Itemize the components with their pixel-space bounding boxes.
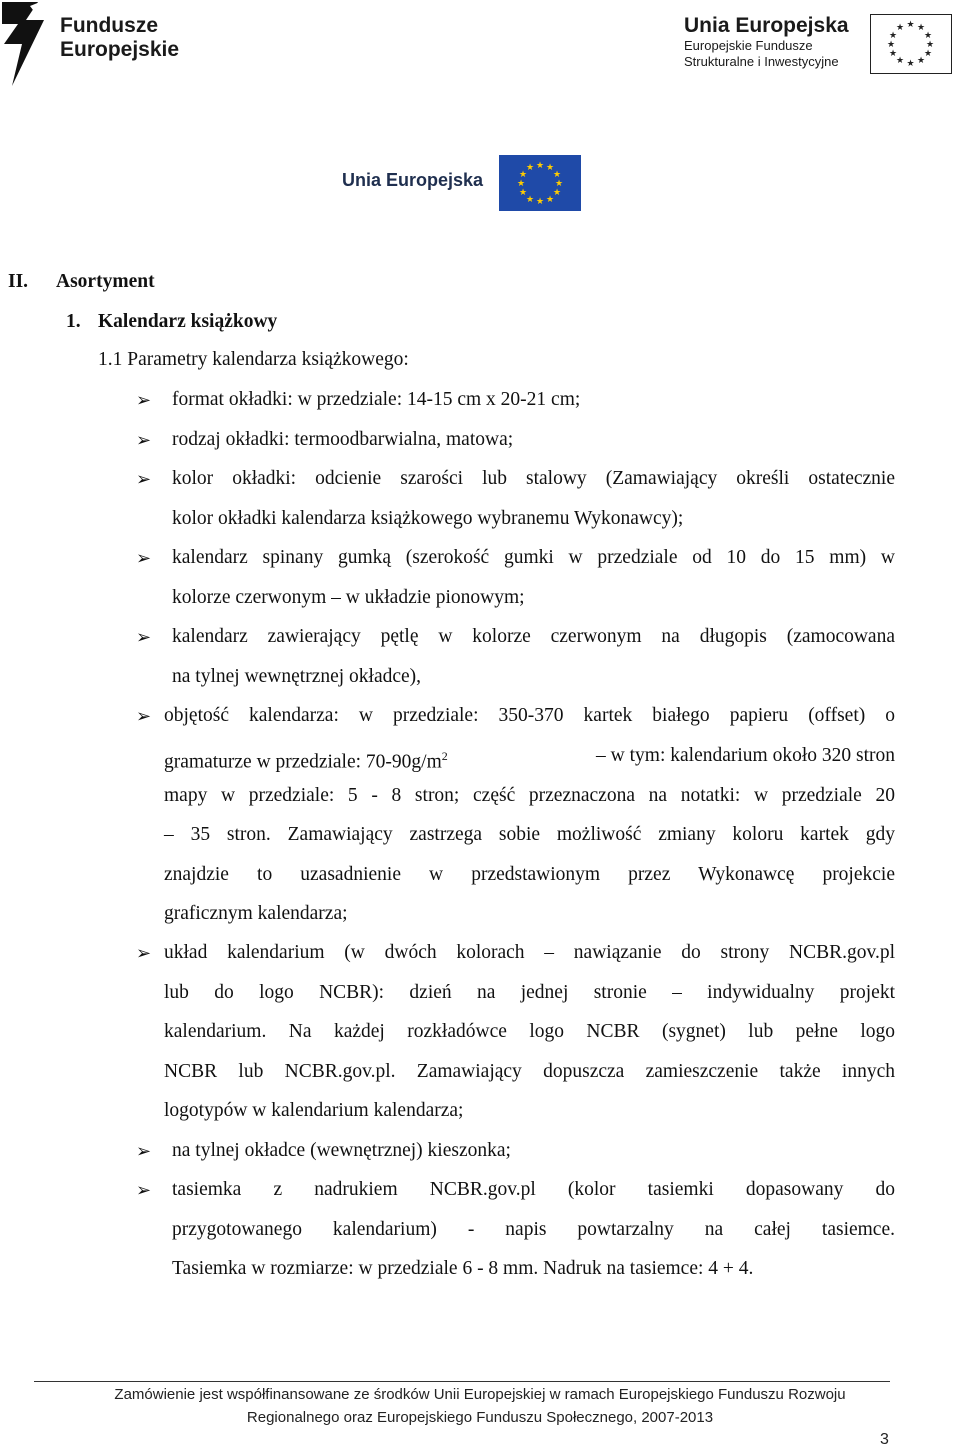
bullet-text: lub do logo NCBR): dzień na jednej stronie – indywidualny projekt	[164, 982, 895, 1003]
ue-structural-funds-logo	[684, 14, 852, 70]
footer-line2: Regionalnego oraz Europejskiego Funduszu Społecznego, 2007-2013	[246, 1409, 714, 1426]
bullet-text: rodzaj okładki: termoodbarwialna, matowa;	[172, 429, 514, 450]
svg-text:★: ★	[516, 178, 526, 188]
svg-text:★: ★	[518, 187, 528, 197]
svg-text:★: ★	[545, 162, 555, 172]
arrow-bullet-icon: ➢	[136, 627, 152, 647]
arrow-bullet-icon: ➢	[136, 548, 152, 568]
svg-text:★: ★	[906, 19, 915, 29]
svg-text:★: ★	[895, 55, 905, 65]
svg-text:★: ★	[888, 48, 898, 58]
svg-text:★: ★	[906, 58, 915, 68]
ue-logo-sub1: Europejskie Fundusze	[684, 38, 813, 53]
bullet-text: kolorze czerwonym – w układzie pionowym;	[172, 587, 525, 608]
arrow-bullet-icon: ➢	[136, 430, 152, 450]
ue-center-logo-text: Unia Europejska	[342, 170, 484, 190]
fe-star-icon	[0, 0, 58, 88]
svg-text:★: ★	[923, 30, 933, 40]
svg-text:★: ★	[535, 160, 545, 170]
bullet-text-part-b: – w tym: kalendarium około 320 stron	[596, 745, 895, 766]
bullet-text: objętość kalendarza: w przedziale: 350-370 kartek białego papieru (offset) o	[164, 705, 895, 726]
footer-line1: Zamówienie jest współfinansowane ze środków Unii Europejskiej w ramach Europejskiego Funduszu Rozwoju	[114, 1386, 846, 1403]
svg-text:★: ★	[552, 169, 562, 179]
ue-logo-title: Unia Europejska	[684, 14, 849, 37]
section-number: II.	[8, 271, 29, 292]
bullet-text: kalendarium. Na każdej rozkładówce logo NCBR (sygnet) lub pełne logo	[164, 1021, 895, 1042]
bullet-text: na tylnej okładce (wewnętrznej) kieszonka;	[172, 1140, 511, 1161]
svg-text:★: ★	[886, 39, 896, 49]
arrow-bullet-icon: ➢	[136, 390, 152, 410]
svg-text:★: ★	[916, 22, 926, 32]
arrow-bullet-icon: ➢	[136, 469, 152, 489]
bullet-text-part	[164, 744, 448, 775]
svg-text:★: ★	[888, 30, 898, 40]
subsection-number: 1.	[66, 311, 81, 332]
svg-text:★: ★	[552, 187, 562, 197]
arrow-bullet-icon: ➢	[136, 1141, 152, 1161]
page-number: 3	[880, 1431, 889, 1448]
svg-text:★: ★	[925, 39, 935, 49]
bullet-text: logotypów w kalendarium kalendarza;	[164, 1100, 464, 1121]
bullet-text: – 35 stron. Zamawiający zastrzega sobie możliwość zmiany koloru kartek gdy	[164, 824, 895, 845]
bullet-text: przygotowanego kalendarium) - napis powtarzalny na całej tasiemce.	[172, 1219, 895, 1240]
ue-logo-sub2: Strukturalne i Inwestycyjne	[684, 54, 839, 69]
bullet-text: kolor okładki: odcienie szarości lub stalowy (Zamawiający określi ostatecznie	[172, 468, 895, 489]
svg-text:★: ★	[525, 162, 535, 172]
arrow-bullet-icon: ➢	[136, 706, 152, 726]
bullet-text-part-a: gramaturze w przedziale: 70-90g/m	[164, 751, 442, 773]
fe-logo-text	[60, 14, 179, 62]
bullet-text: znajdzie to uzasadnienie w przedstawionym przez Wykonawcę projekcie	[164, 864, 895, 885]
eu-flag-outline-icon	[870, 14, 952, 74]
fe-logo-line1: Fundusze	[60, 14, 158, 37]
bullet-text: Tasiemka w rozmiarze: w przedziale 6 - 8 mm. Nadruk na tasiemce: 4 + 4.	[172, 1258, 754, 1279]
subsection-title: Kalendarz książkowy	[98, 311, 278, 332]
eu-flag-icon	[499, 155, 581, 211]
bullet-text: tasiemka z nadrukiem NCBR.gov.pl (kolor tasiemki dopasowany do	[172, 1179, 895, 1200]
svg-text:★: ★	[535, 196, 545, 206]
svg-text:★: ★	[525, 194, 535, 204]
bullet-text: kalendarz zawierający pętlę w kolorze czerwonym na długopis (zamocowana	[172, 626, 895, 647]
bullet-text: kalendarz spinany gumką (szerokość gumki w przedziale od 10 do 15 mm) w	[172, 547, 895, 568]
svg-text:★: ★	[545, 194, 555, 204]
arrow-bullet-icon: ➢	[136, 943, 152, 963]
bullet-text: format okładki: w przedziale: 14-15 cm x 20-21 cm;	[172, 389, 581, 410]
section-title: Asortyment	[56, 271, 155, 292]
bullet-text: na tylnej wewnętrznej okładce),	[172, 666, 422, 687]
fe-logo-line2: Europejskie	[60, 38, 180, 61]
bullet-text: układ kalendarium (w dwóch kolorach – nawiązanie do strony NCBR.gov.pl	[164, 942, 895, 963]
params-heading: 1.1 Parametry kalendarza książkowego:	[98, 349, 409, 370]
arrow-bullet-icon: ➢	[136, 1180, 152, 1200]
fundusze-europejskie-logo	[0, 0, 200, 90]
svg-text:★: ★	[895, 22, 905, 32]
bullet-text: graficznym kalendarza;	[164, 903, 348, 924]
svg-text:★: ★	[554, 178, 564, 188]
svg-text:★: ★	[923, 48, 933, 58]
bullet-text: mapy w przedziale: 5 - 8 stron; część przeznaczona na notatki: w przedziale 20	[164, 785, 895, 806]
footer-divider	[34, 1381, 890, 1382]
svg-text:★: ★	[518, 169, 528, 179]
bullet-text: NCBR lub NCBR.gov.pl. Zamawiający dopuszcza zamieszczenie także innych	[164, 1061, 895, 1082]
superscript: 2	[441, 749, 448, 763]
svg-text:★: ★	[916, 55, 926, 65]
bullet-text-line	[164, 744, 895, 775]
bullet-text: kolor okładki kalendarza książkowego wybranemu Wykonawcy);	[172, 508, 684, 529]
